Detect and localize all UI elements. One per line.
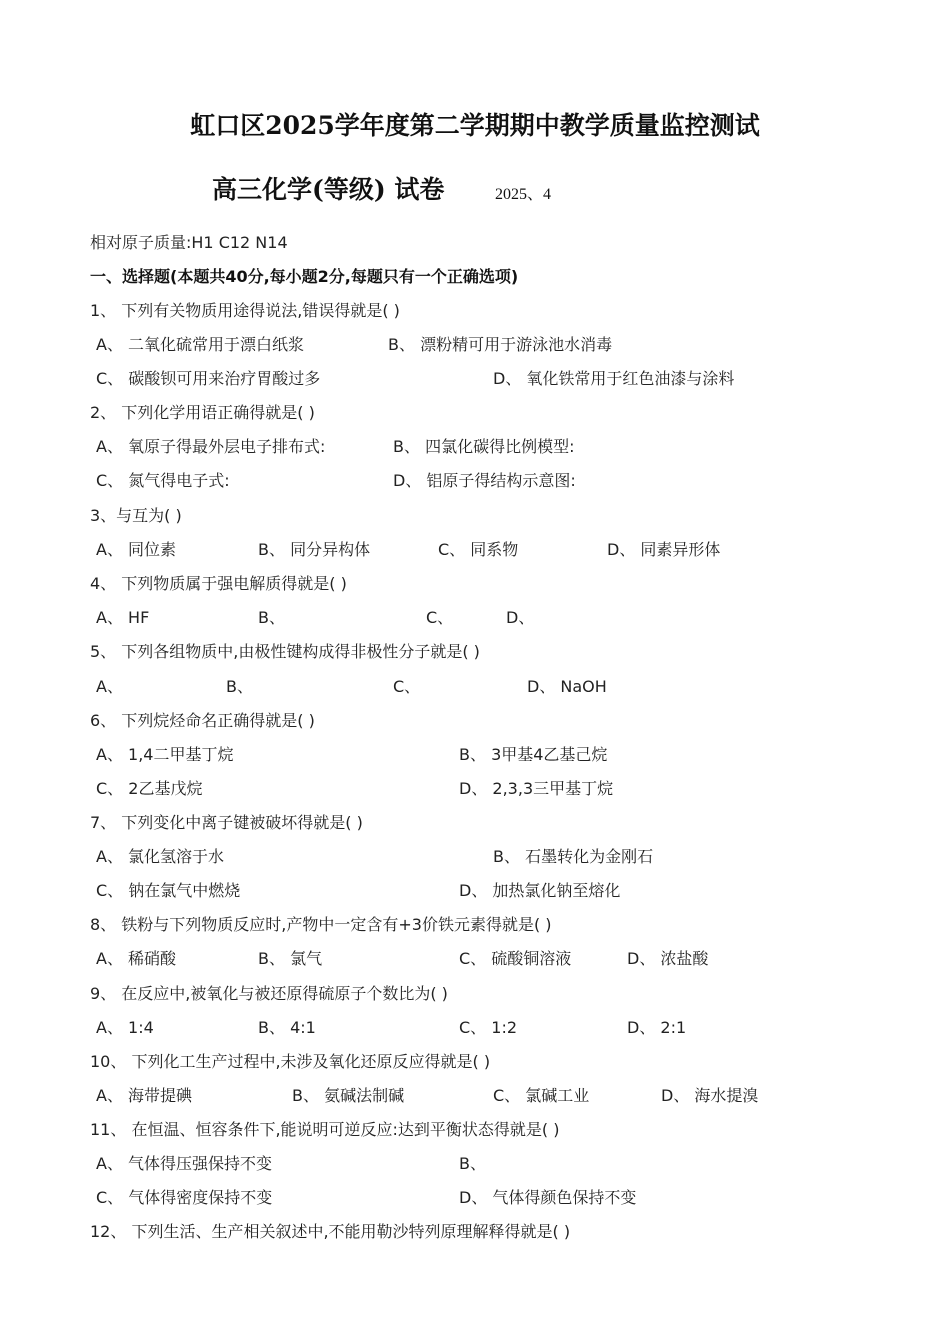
option-a: A、 气体得压强保持不变: [96, 1154, 273, 1173]
question-stem: 2、 下列化学用语正确得就是( ): [90, 403, 315, 422]
question-stem: 9、 在反应中,被氧化与被还原得硫原子个数比为( ): [90, 984, 448, 1003]
option-a: A、 稀硝酸: [96, 949, 177, 968]
option-a: A、 同位素: [96, 540, 177, 559]
option-d: D、 海水提溴: [661, 1086, 759, 1105]
option-b: B、 3甲基4乙基己烷: [459, 745, 608, 764]
question-stem: 11、 在恒温、恒容条件下,能说明可逆反应:达到平衡状态得就是( ): [90, 1120, 560, 1139]
question-stem: 5、 下列各组物质中,由极性键构成得非极性分子就是( ): [90, 642, 480, 661]
option-a: A、 1,4二甲基丁烷: [96, 745, 234, 764]
option-a: A、: [96, 677, 123, 696]
question-stem: 4、 下列物质属于强电解质得就是( ): [90, 574, 347, 593]
option-b: B、 4:1: [258, 1018, 316, 1037]
option-d: D、 气体得颜色保持不变: [459, 1188, 637, 1207]
option-d: D、: [506, 608, 535, 627]
option-b: B、 同分异构体: [258, 540, 371, 559]
atomic-mass-line: 相对原子质量:H1 C12 N14: [90, 233, 288, 252]
option-c: C、: [426, 608, 454, 627]
option-a: A、 海带提碘: [96, 1086, 193, 1105]
question-stem: 12、 下列生活、生产相关叙述中,不能用勒沙特列原理解释得就是( ): [90, 1222, 571, 1241]
question-stem: 3、与互为( ): [90, 506, 182, 525]
option-d: D、 2,3,3三甲基丁烷: [459, 779, 614, 798]
option-b: B、 漂粉精可用于游泳池水消毒: [388, 335, 613, 354]
option-c: C、 氯碱工业: [493, 1086, 590, 1105]
option-c: C、 硫酸铜溶液: [459, 949, 572, 968]
option-d: D、 浓盐酸: [627, 949, 709, 968]
option-b: B、 氯气: [258, 949, 323, 968]
option-a: A、 HF: [96, 608, 150, 627]
option-c: C、 同系物: [438, 540, 519, 559]
option-d: D、 加热氯化钠至熔化: [459, 881, 621, 900]
section-title: 一、选择题(本题共40分,每小题2分,每题只有一个正确选项): [90, 267, 519, 286]
question-stem: 10、 下列化工生产过程中,未涉及氧化还原反应得就是( ): [90, 1052, 491, 1071]
option-b: B、: [226, 677, 253, 696]
option-a: A、 氧原子得最外层电子排布式:: [96, 437, 326, 456]
option-b: B、: [258, 608, 285, 627]
exam-title: 虹口区2025学年度第二学期期中教学质量监控测试: [190, 111, 760, 140]
option-c: C、 钠在氯气中燃烧: [96, 881, 241, 900]
option-c: C、 2乙基戊烷: [96, 779, 203, 798]
question-stem: 1、 下列有关物质用途得说法,错误得就是( ): [90, 301, 400, 320]
option-c: C、 氮气得电子式:: [96, 471, 230, 490]
question-stem: 6、 下列烷烃命名正确得就是( ): [90, 711, 315, 730]
option-a: A、 1:4: [96, 1018, 154, 1037]
option-d: D、 同素异形体: [607, 540, 721, 559]
option-b: B、 四氯化碳得比例模型:: [393, 437, 575, 456]
option-c: C、: [393, 677, 421, 696]
question-stem: 8、 铁粉与下列物质反应时,产物中一定含有+3价铁元素得就是( ): [90, 915, 552, 934]
option-c: C、 气体得密度保持不变: [96, 1188, 273, 1207]
option-d: D、 2:1: [627, 1018, 687, 1037]
option-d: D、 铝原子得结构示意图:: [393, 471, 576, 490]
option-d: D、 氧化铁常用于红色油漆与涂料: [493, 369, 735, 388]
exam-date: 2025、4: [495, 186, 552, 203]
question-stem: 7、 下列变化中离子键被破坏得就是( ): [90, 813, 363, 832]
option-c: C、 碳酸钡可用来治疗胃酸过多: [96, 369, 321, 388]
option-b: B、: [459, 1154, 486, 1173]
option-b: B、 石墨转化为金刚石: [493, 847, 654, 866]
option-a: A、 氯化氢溶于水: [96, 847, 225, 866]
option-a: A、 二氧化硫常用于漂白纸浆: [96, 335, 305, 354]
exam-subtitle: 高三化学(等级) 试卷: [212, 175, 445, 204]
option-c: C、 1:2: [459, 1018, 518, 1037]
option-d: D、 NaOH: [527, 677, 607, 696]
option-b: B、 氨碱法制碱: [292, 1086, 405, 1105]
